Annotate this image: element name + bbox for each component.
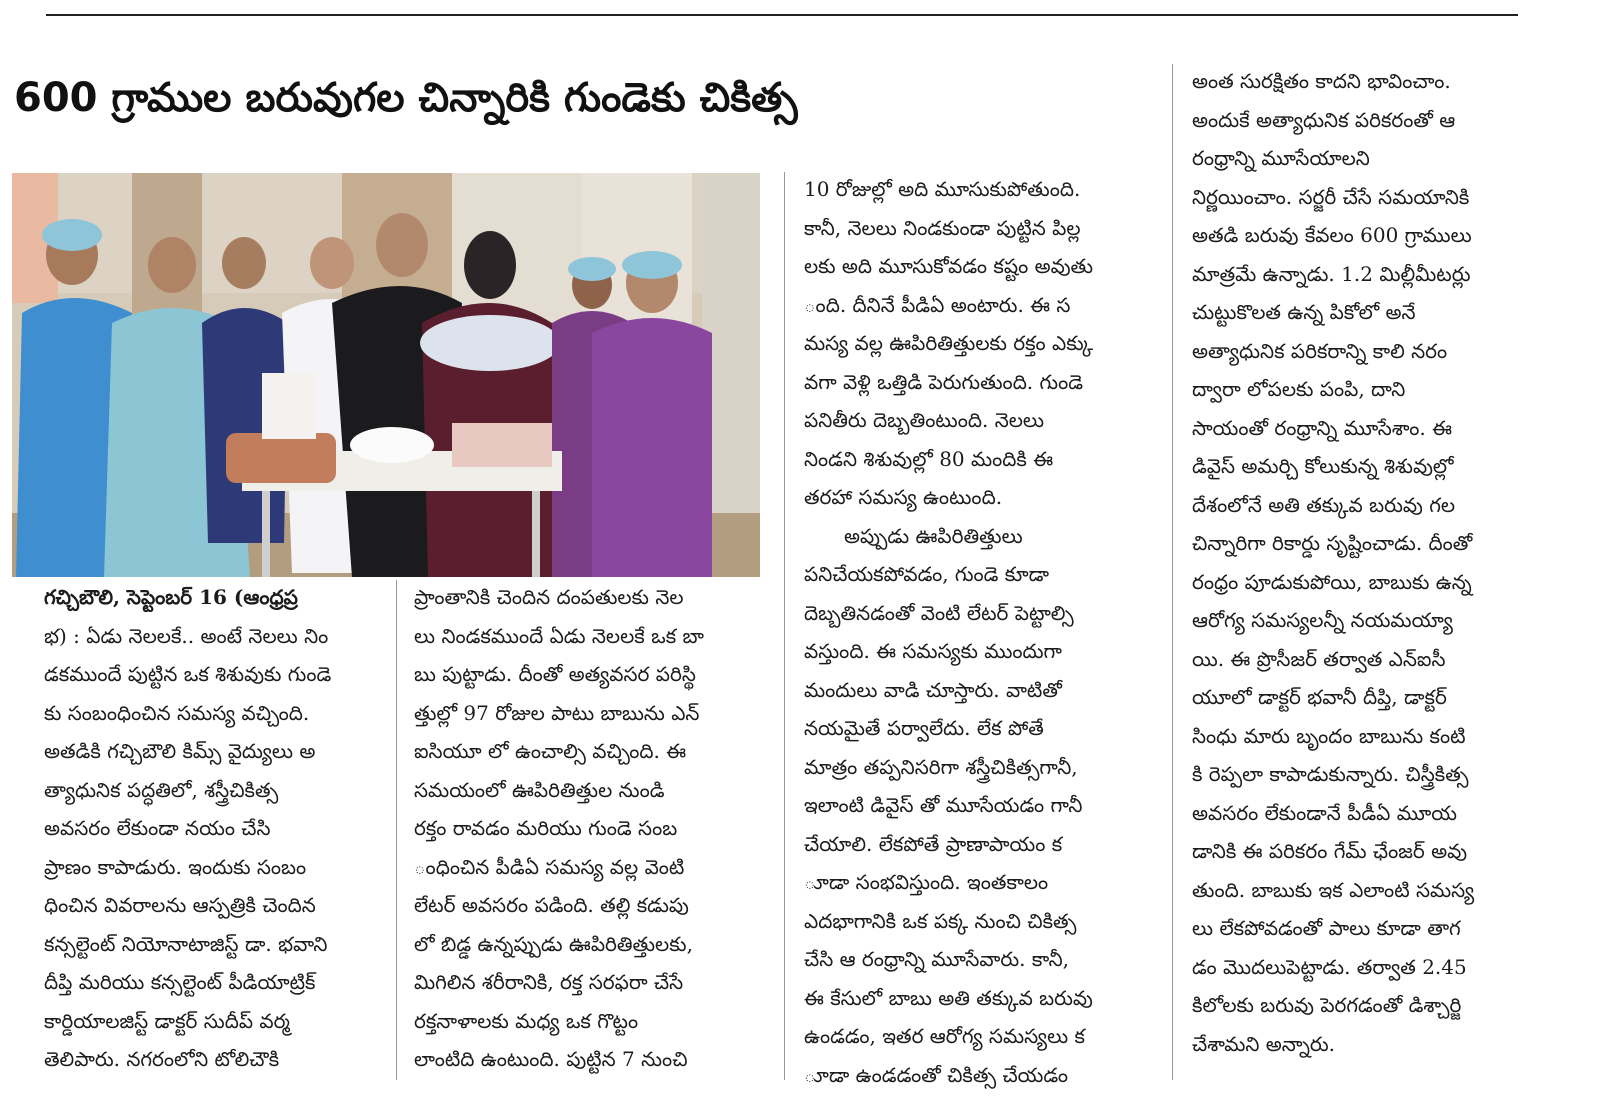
text-line: ంది. దీనినే పీడిఏ అంటారు. ఈ స	[804, 292, 1071, 317]
text-line: ద్వారా లోపలకు పంపి, దాని	[1192, 377, 1406, 401]
text-line: రక్తం రావడం మరియు గుండె సంబ	[414, 816, 678, 840]
article-column-2	[414, 578, 762, 1079]
text-line: రక్తనాళాలకు మధ్య ఒక గొట్టం	[414, 1008, 639, 1033]
text-line: యి. ఈ ప్రొసీజర్ తర్వాత ఎన్ఐసీ	[1192, 646, 1446, 671]
text-line: ఆరోగ్య సమస్యలన్నీ నయమయ్యా	[1192, 608, 1453, 632]
text-line: సాయంతో రంధ్రాన్ని మూసేశాం. ఈ	[1192, 415, 1452, 440]
article-column-4	[1192, 62, 1536, 1063]
text-line: భ) : ఏడు నెలలకే.. అంటే నెలలు నిం	[44, 623, 329, 648]
text-line: కానీ, నెలలు నిండకుండా పుట్టిన పిల్ల	[804, 215, 1081, 240]
text-line: బు పుట్టాడు. దీంతో అత్యవసర పరిస్థి	[414, 662, 696, 686]
text-line: ప్రాంతానికి చెందిన దంపతులకు నెల	[414, 585, 684, 609]
text-line: అందుకే అత్యాధునిక పరికరంతో ఆ	[1192, 107, 1456, 132]
text-line: లో బిడ్డ ఉన్నప్పుడు ఊపిరితిత్తులకు,	[414, 931, 693, 956]
text-line: అవసరం లేకుండా నయం చేసి	[44, 816, 271, 840]
text-line: అవసరం లేకుండానే పీడీఏ మూయ	[1192, 800, 1457, 825]
text-line: కార్డియాలజిస్ట్ డాక్టర్ సుదీప్ వర్మ	[44, 1008, 290, 1033]
column-divider-2	[784, 172, 785, 1080]
text-line: పనితీరు దెబ్బతింటుంది. నెలలు	[804, 408, 1045, 432]
text-line: సమయంలో ఊపిరితిత్తుల నుండి	[414, 777, 665, 802]
text-line: పనిచేయకపోవడం, గుండె కూడా	[804, 562, 1050, 586]
article-column-3	[804, 170, 1154, 1094]
text-line: మాత్రమే ఉన్నాడు. 1.2 మిల్లీమీటర్లు	[1192, 261, 1471, 286]
text-line: దెబ్బతినడంతో వెంటి లేటర్ పెట్టాల్సి	[804, 600, 1074, 625]
dateline: గచ్చిబౌలి, సెప్టెంబర్ 16 (ఆంధ్రప్ర	[44, 585, 298, 609]
text-line: ధించిన వివరాలను ఆస్పత్రికి చెందిన	[44, 893, 316, 917]
text-line: ఎదభాగానికి ఒక పక్క నుంచి చికిత్స	[804, 908, 1077, 933]
news-photo	[12, 173, 760, 577]
group-photo-icon	[12, 173, 760, 577]
text-line: మస్య వల్ల ఊపిరితిత్తులకు రక్తం ఎక్కు	[804, 331, 1093, 355]
text-line: లేటర్ అవసరం పడింది. తల్లి కడుపు	[414, 893, 689, 917]
text-line: లు నిండకముందే ఏడు నెలలకే ఒక బా	[414, 623, 704, 648]
text-line: మిగిలిన శరీరానికి, రక్త సరఫరా చేసే	[414, 970, 684, 994]
text-line: డానికి ఈ పరికరం గేమ్ ఛేంజర్ అవు	[1192, 839, 1468, 863]
text-line: ప్రాణం కాపాడురు. ఇందుకు సంబం	[44, 854, 307, 879]
text-line: తుంది. బాబుకు ఇక ఎలాంటి సమస్య	[1192, 877, 1475, 902]
text-line: లకు అది మూసుకోవడం కష్టం అవుతు	[804, 254, 1094, 278]
text-line: త్యాధునిక పద్ధతిలో, శస్త్రీచికిత్స	[44, 777, 279, 802]
text-line: చేయాలి. లేకపోతే ప్రాణాపాయం క	[804, 831, 1063, 856]
text-line: ఐసియూ లో ఉంచాల్సి వచ్చింది. ఈ	[414, 739, 687, 763]
text-line: దీప్తి మరియు కన్సల్టెంట్ పీడియాట్రిక్	[44, 970, 316, 994]
text-line: లాంటిది ఉంటుంది. పుట్టిన 7 నుంచి	[414, 1047, 688, 1071]
text-line: వస్తుంది. ఈ సమస్యకు ముందుగా	[804, 639, 1062, 663]
text-line: దేశంలోనే అతి తక్కువ బరువు గల	[1192, 492, 1456, 517]
text-line: డివైస్ అమర్చి కోలుకున్న శిశువుల్లో	[1192, 454, 1454, 478]
text-line: అతడికి గచ్చిబౌలి కిమ్స్ వైద్యులు అ	[44, 739, 316, 763]
text-line: మాత్రం తప్పనిసరిగా శస్త్రీచికిత్సగానీ,	[804, 754, 1078, 779]
text-line: చేశామని అన్నారు.	[1192, 1031, 1336, 1056]
column-divider-1	[396, 580, 397, 1080]
text-line: చుట్టుకొలత ఉన్న పికోలో అనే	[1192, 300, 1416, 324]
text-line: అత్యాధునిక పరికరాన్ని కాలి నరం	[1192, 338, 1448, 363]
headline: 600 గ్రాముల బరువుగల చిన్నారికి గుండెకు చికిత్స	[14, 75, 798, 121]
article-column-1	[44, 578, 380, 1079]
text-line: చిన్నారిగా రికార్డు సృష్టించాడు. దీంతో	[1192, 531, 1473, 555]
text-line: రంధ్రాన్ని మూసేయాలని	[1192, 146, 1370, 170]
text-line: ఇలాంటి డివైస్ తో మూసేయడం గానీ	[804, 793, 1083, 817]
text-line: అంత సురక్షితం కాదని భావించాం.	[1192, 69, 1451, 93]
column-divider-3	[1172, 64, 1173, 1080]
text-line: కి రెప్పలా కాపాడుకున్నారు. చిస్త్రీకిత్స	[1192, 762, 1469, 786]
text-line: రంధ్రం పూడుకుపోయి, బాబుకు ఉన్న	[1192, 569, 1472, 594]
text-line: కన్సల్టెంట్ నియోనాటాజిస్ట్ డా. భవాని	[44, 931, 328, 956]
text-line: డం మొదలుపెట్టాడు. తర్వాత 2.45	[1192, 954, 1467, 979]
text-line: ఉండడం, ఇతర ఆరోగ్య సమస్యలు క	[804, 1024, 1085, 1048]
text-line: అతడి బరువు కేవలం 600 గ్రాములు	[1192, 223, 1472, 247]
text-line: లు లేకపోవడంతో పాలు కూడా తాగ	[1192, 916, 1461, 940]
text-line: సింధు మారు బృందం బాబును కంటి	[1192, 723, 1466, 748]
top-rule	[46, 14, 1518, 16]
text-line: నిండని శిశువుల్లో 80 మందికి ఈ	[804, 446, 1054, 471]
text-line: వగా వెళ్లి ఒత్తిడి పెరుగుతుంది. గుండె	[804, 369, 1084, 394]
text-line: ూడా సంభవిస్తుంది. ఇంతకాలం	[804, 870, 1049, 894]
text-line: ూడా ఉండడంతో చికిత్స చేయడం	[804, 1062, 1069, 1087]
text-line: తెలిపారు. నగరంలోని టోలిచౌకి	[44, 1047, 280, 1071]
text-line: ఈ కేసులో బాబు అతి తక్కువ బరువు	[804, 985, 1093, 1010]
text-line: డకముందే పుట్టిన ఒక శిశువుకు గుండె	[44, 662, 332, 686]
text-line: ంధించిన పీడిఏ సమస్య వల్ల వెంటి	[414, 854, 685, 879]
text-line: అప్పుడు ఊపిరితిత్తులు	[844, 523, 1023, 548]
text-line: చేసి ఆ రంధ్రాన్ని మూసేవారు. కానీ,	[804, 947, 1069, 971]
text-line: తరహా సమస్య ఉంటుంది.	[804, 485, 1003, 509]
text-line: కు సంబంధించిన సమస్య వచ్చింది.	[44, 700, 310, 725]
text-line: 10 రోజుల్లో అది మూసుకుపోతుంది.	[804, 177, 1081, 201]
text-line: యూలో డాక్టర్ భవానీ దీప్తి, డాక్టర్	[1192, 685, 1447, 709]
text-line: నిర్ణయించాం. సర్జరీ చేసే సమయానికి	[1192, 184, 1470, 209]
text-line: మందులు వాడి చూస్తారు. వాటితో	[804, 677, 1062, 702]
text-line: నయమైతే పర్వాలేదు. లేక పోతే	[804, 716, 1044, 740]
text-line: కిలోలకు బరువు పెరగడంతో డిశ్చార్జి	[1192, 993, 1462, 1017]
text-line: త్తుల్లో 97 రోజుల పాటు బాబును ఎన్	[414, 700, 700, 725]
